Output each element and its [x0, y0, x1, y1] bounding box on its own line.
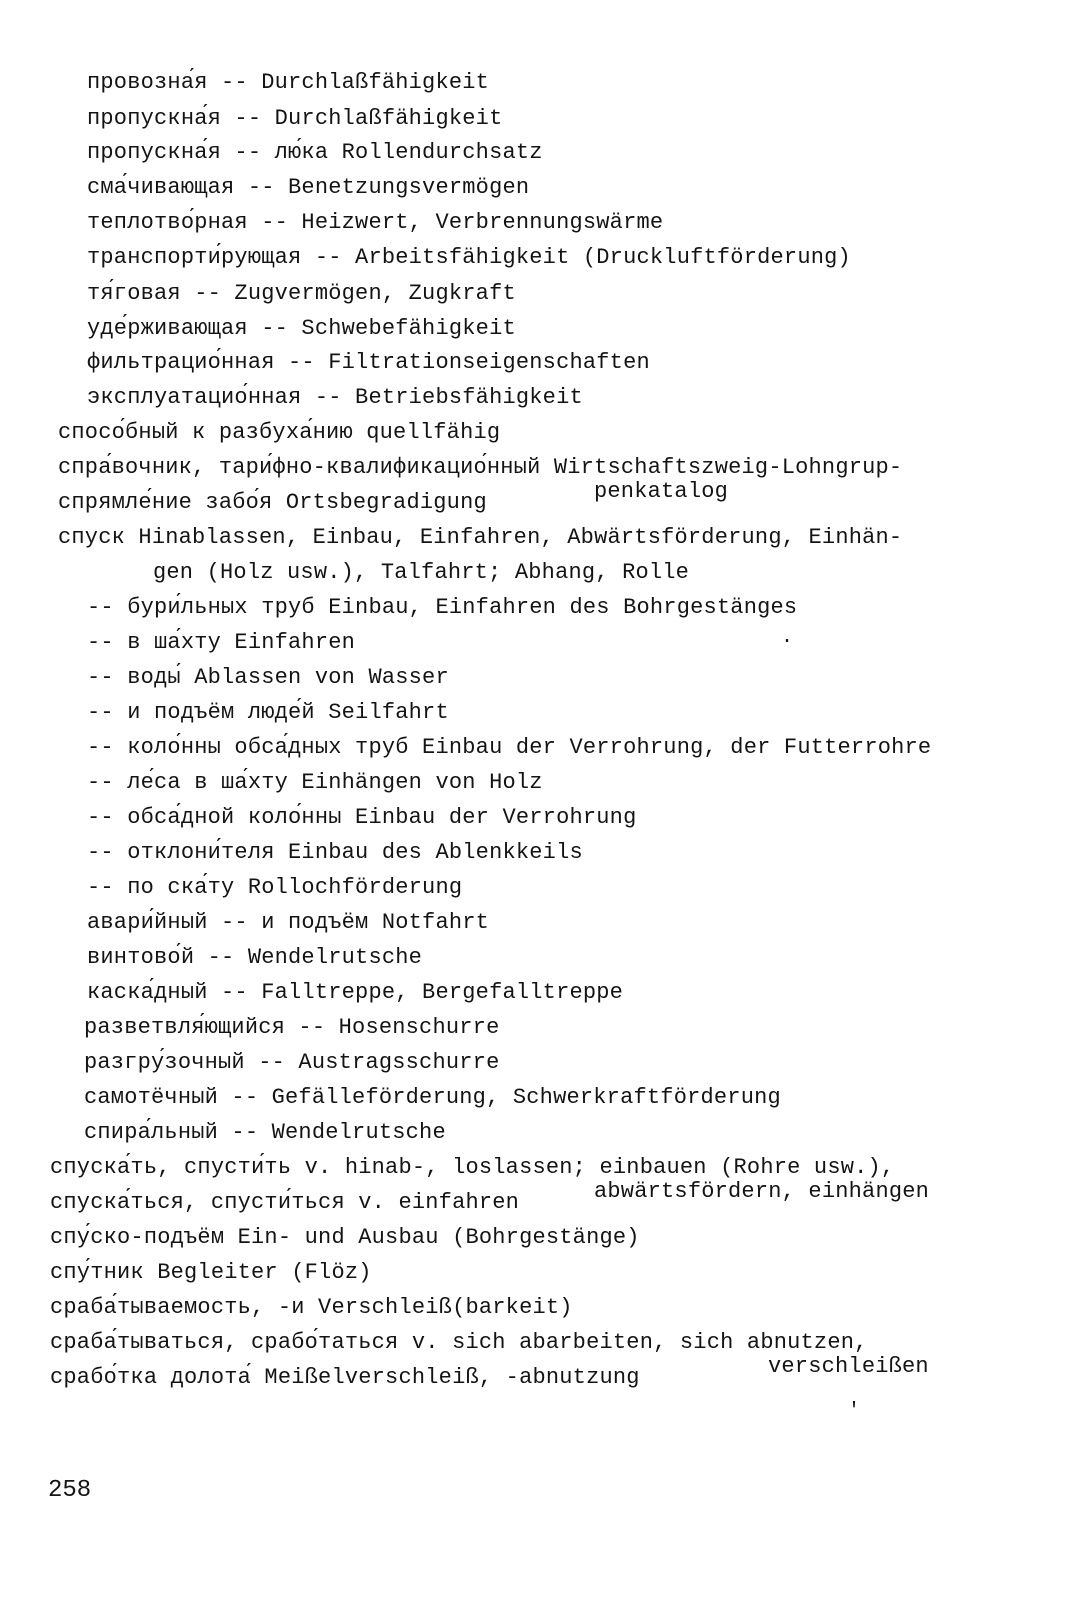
entry-line: спуск Hinablassen, Einbau, Einfahren, Abwärtsförderung, Einhän- [58, 525, 903, 550]
entry-line: пропускна́я -- лю́ка Rollendurchsatz [87, 140, 543, 165]
entry-line: самотёчный -- Gefälleförderung, Schwerkraftförderung [84, 1085, 781, 1110]
entry-continuation: gen (Holz usw.), Talfahrt; Abhang, Rolle [153, 560, 690, 585]
entry-line: разгру́зочный -- Austragsschurre [84, 1050, 500, 1075]
entry-line: сма́чивающая -- Benetzungsvermögen [87, 175, 530, 200]
entry-line: -- ле́са в ша́хту Einhängen von Holz [87, 770, 543, 795]
entry-line: уде́рживающая -- Schwebefähigkeit [87, 316, 516, 341]
entry-continuation: penkatalog [594, 479, 729, 504]
entry-line: -- в ша́хту Einfahren [87, 630, 356, 655]
entry-line: -- обса́дной коло́нны Einbau der Verrohrung [87, 805, 637, 830]
entry-line: -- воды́ Ablassen von Wasser [87, 665, 449, 690]
entry-line: -- коло́нны обса́дных труб Einbau der Verrohrung, der Futterrohre [87, 735, 932, 760]
page-number: 258 [48, 1477, 92, 1504]
entry-continuation: verschleißen [768, 1354, 929, 1379]
entry-line: -- по ска́ту Rollochförderung [87, 875, 463, 900]
entry-line: -- бури́льных труб Einbau, Einfahren des Bohrgestänges [87, 595, 798, 620]
entry-line: эксплуатацио́нная -- Betriebsfähigkeit [87, 385, 583, 410]
entry-line: спуска́ть, спусти́ть v. hinab-, loslassen; einbauen (Rohre usw.), [50, 1155, 895, 1180]
entry-line: винтово́й -- Wendelrutsche [87, 945, 423, 970]
speck-mark: · [781, 630, 794, 653]
entry-line: сраба́тываемость, -и Verschleiß(barkeit) [50, 1295, 573, 1320]
entry-line: тя́говая -- Zugvermögen, Zugkraft [87, 281, 516, 306]
entry-line: авари́йный -- и подъём Notfahrt [87, 910, 490, 935]
speck-mark: ' [848, 1400, 861, 1423]
entry-line: теплотво́рная -- Heizwert, Verbrennungswärme [87, 210, 664, 235]
entry-line: транспорти́рующая -- Arbeitsfähigkeit (Druckluftförderung) [87, 245, 851, 270]
entry-line: спу́тник Begleiter (Flöz) [50, 1260, 372, 1285]
entry-line: срабо́тка долота́ Meißelverschleiß, -abnutzung [50, 1365, 640, 1390]
entry-line: каска́дный -- Falltreppe, Bergefalltreppe [87, 980, 624, 1005]
entry-line: разветвля́ющийся -- Hosenschurre [84, 1015, 500, 1040]
entry-line: провозна́я -- Durchlaßfähigkeit [87, 70, 490, 95]
entry-line: пропускна́я -- Durchlaßfähigkeit [87, 106, 503, 131]
entry-line: -- и подъём люде́й Seilfahrt [87, 700, 449, 725]
entry-line: спрямле́ние забо́я Ortsbegradigung [58, 490, 487, 515]
entry-continuation: abwärtsfördern, einhängen [594, 1179, 930, 1204]
entry-line: спра́вочник, тари́фно-квалификацио́нный Wirtschaftszweig-Lohngrup- [58, 455, 903, 480]
entry-line: спира́льный -- Wendelrutsche [84, 1120, 446, 1145]
entry-line: -- отклони́теля Einbau des Ablenkkeils [87, 840, 583, 865]
entry-line: спу́ско-подъём Ein- und Ausbau (Bohrgestänge) [50, 1225, 640, 1250]
entry-line: спуска́ться, спусти́ться v. einfahren [50, 1190, 520, 1215]
entry-line: фильтрацио́нная -- Filtrationseigenschaften [87, 350, 650, 375]
entry-line: сраба́тываться, срабо́таться v. sich abarbeiten, sich abnutzen, [50, 1330, 868, 1355]
entry-line: спосо́бный к разбуха́нию quellfähig [58, 420, 501, 445]
